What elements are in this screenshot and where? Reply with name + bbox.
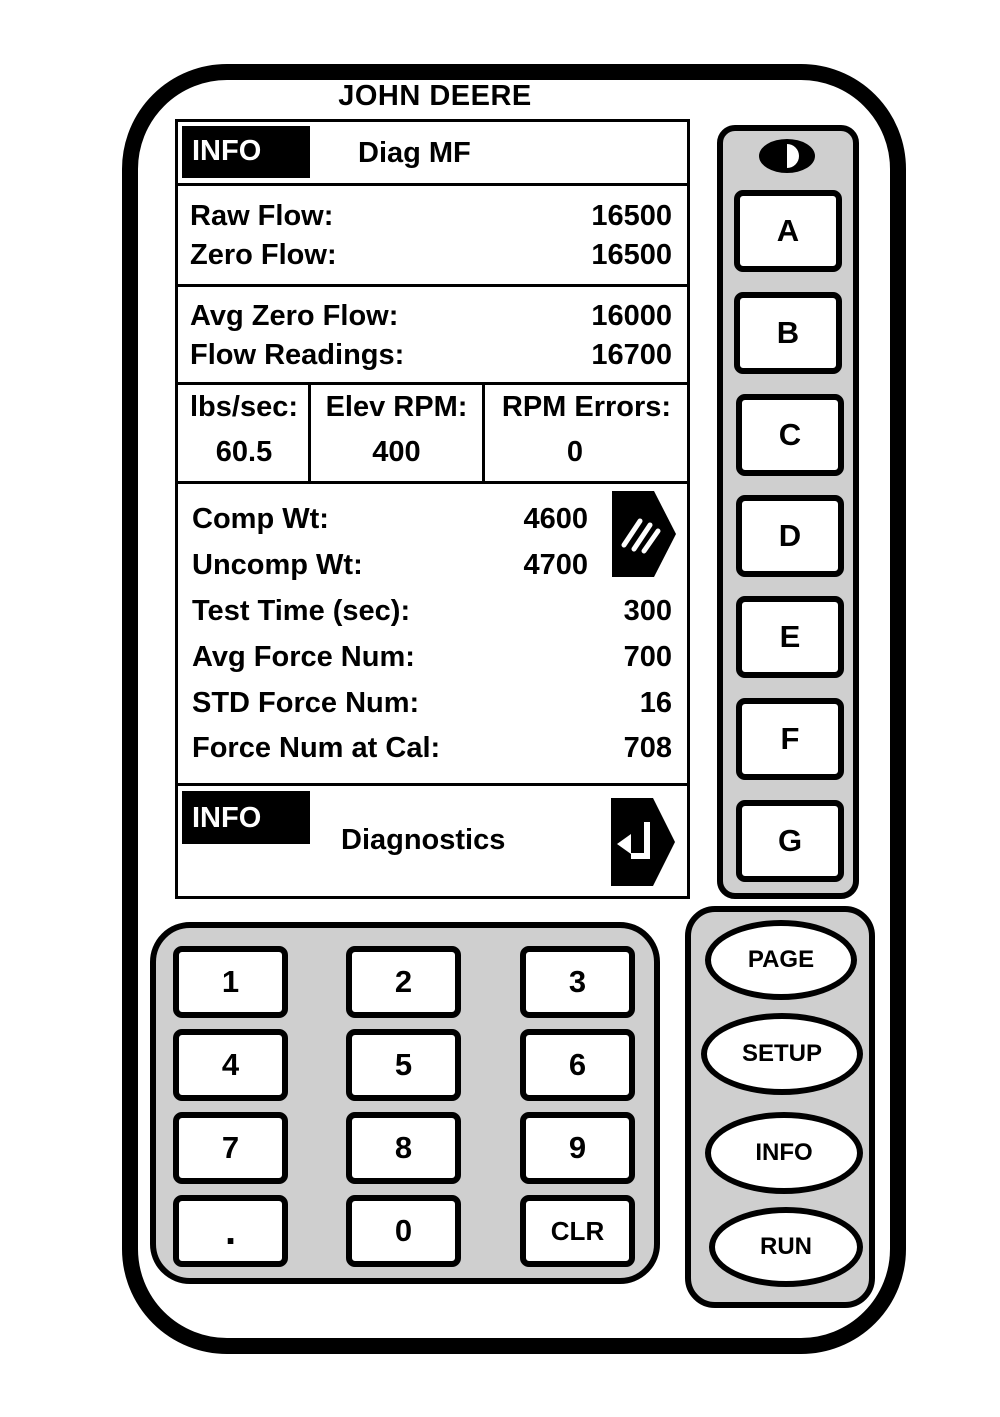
key-8[interactable]: 8: [346, 1112, 461, 1184]
rpm-errors-label: RPM Errors:: [501, 391, 672, 423]
uncomp-wt-value: 4700: [523, 549, 588, 581]
test-time-label: Test Time (sec):: [192, 595, 411, 627]
info-button[interactable]: INFO: [705, 1112, 863, 1194]
softkey-g[interactable]: G: [736, 800, 844, 882]
flow-readings-value: 16700: [591, 339, 672, 371]
brand-label: JOHN DEERE: [338, 80, 532, 112]
hatched-arrow-icon[interactable]: [610, 489, 678, 579]
key-5[interactable]: 5: [346, 1029, 461, 1101]
flow-readings-label: Flow Readings:: [190, 339, 405, 371]
std-force-num-label: STD Force Num:: [192, 687, 420, 719]
rpm-errors-value: 0: [566, 436, 584, 468]
page-title: Diag MF: [358, 137, 471, 169]
return-arrow-icon[interactable]: [609, 796, 677, 888]
comp-wt-label: Comp Wt:: [192, 503, 329, 535]
footer-info-tag: INFO: [182, 791, 310, 844]
softkey-c[interactable]: C: [736, 394, 844, 476]
divider: [175, 382, 690, 385]
setup-button[interactable]: SETUP: [701, 1013, 863, 1095]
elev-rpm-value: 400: [372, 436, 421, 468]
comp-wt-value: 4600: [523, 503, 588, 535]
lbs-sec-value: 60.5: [215, 436, 273, 468]
avg-force-num-value: 700: [623, 641, 672, 673]
softkey-b[interactable]: B: [734, 292, 842, 374]
zero-flow-value: 16500: [591, 239, 672, 271]
avg-zero-flow-value: 16000: [591, 300, 672, 332]
key-9[interactable]: 9: [520, 1112, 635, 1184]
test-time-value: 300: [623, 595, 672, 627]
key-4[interactable]: 4: [173, 1029, 288, 1101]
lbs-sec-label: lbs/sec:: [190, 391, 298, 423]
header-info-tag: INFO: [182, 126, 310, 178]
divider: [175, 183, 690, 186]
std-force-num-value: 16: [639, 687, 672, 719]
brightness-icon[interactable]: [756, 136, 818, 176]
divider: [175, 783, 690, 786]
zero-flow-label: Zero Flow:: [190, 239, 337, 271]
page-button[interactable]: PAGE: [705, 920, 857, 1000]
key-1[interactable]: 1: [173, 946, 288, 1018]
softkey-a[interactable]: A: [734, 190, 842, 272]
avg-force-num-label: Avg Force Num:: [192, 641, 415, 673]
softkey-d[interactable]: D: [736, 495, 844, 577]
uncomp-wt-label: Uncomp Wt:: [192, 549, 363, 581]
force-num-cal-label: Force Num at Cal:: [192, 732, 441, 764]
key-6[interactable]: 6: [520, 1029, 635, 1101]
key-0[interactable]: 0: [346, 1195, 461, 1267]
elev-rpm-label: Elev RPM:: [325, 391, 468, 423]
divider: [175, 481, 690, 484]
key-clr[interactable]: CLR: [520, 1195, 635, 1267]
raw-flow-label: Raw Flow:: [190, 200, 334, 232]
softkey-e[interactable]: E: [736, 596, 844, 678]
footer-title: Diagnostics: [341, 824, 506, 856]
divider: [175, 284, 690, 287]
run-button[interactable]: RUN: [709, 1207, 863, 1287]
key-2[interactable]: 2: [346, 946, 461, 1018]
force-num-cal-value: 708: [623, 732, 672, 764]
key-decimal[interactable]: .: [173, 1195, 288, 1267]
softkey-f[interactable]: F: [736, 698, 844, 780]
key-7[interactable]: 7: [173, 1112, 288, 1184]
avg-zero-flow-label: Avg Zero Flow:: [190, 300, 399, 332]
key-3[interactable]: 3: [520, 946, 635, 1018]
raw-flow-value: 16500: [591, 200, 672, 232]
